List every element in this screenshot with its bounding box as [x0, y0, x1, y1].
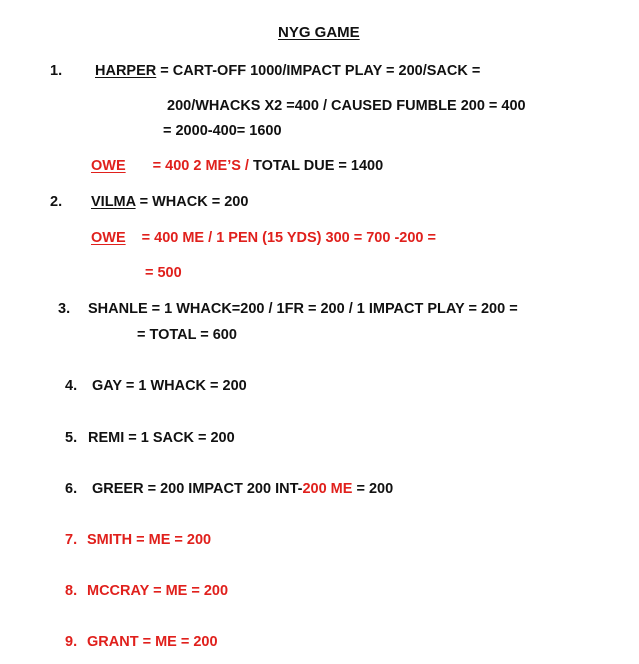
item-2-line-1-rest: = WHACK = 200	[135, 194, 249, 210]
item-8-text: MCCRAY = ME = 200	[87, 583, 229, 599]
item-2-owe-result: = 500	[145, 265, 182, 281]
item-9-number: 9.	[65, 634, 78, 650]
item-3-line-1: SHANLE = 1 WHACK=200 / 1FR = 200 / 1 IMPACT PLAY = 200 =	[88, 301, 518, 317]
item-9-text: GRANT = ME = 200	[87, 634, 218, 650]
item-6-me-amount: 200 ME	[302, 481, 353, 497]
item-6-text-end: = 200	[352, 481, 394, 497]
item-4-text: GAY = 1 WHACK = 200	[92, 378, 247, 394]
item-1-line-1	[95, 62, 480, 80]
item-1-number: 1.	[50, 63, 63, 79]
item-5-text: REMI = 1 SACK = 200	[88, 430, 235, 446]
item-1-total-due: TOTAL DUE = 1400	[248, 158, 384, 174]
item-5-number: 5.	[65, 430, 78, 446]
item-2-owe-label: OWE	[91, 230, 126, 246]
item-6-text: GREER = 200 IMPACT 200 INT-	[92, 481, 303, 497]
item-2-number: 2.	[50, 194, 63, 210]
page-title: NYG GAME	[278, 24, 360, 41]
item-4-number: 4.	[65, 378, 78, 394]
item-3-line-2: = TOTAL = 600	[137, 327, 237, 343]
item-1-line-3: = 2000-400= 1600	[163, 123, 282, 139]
item-2-owe-text: = 400 ME / 1 PEN (15 YDS) 300 = 700 -200 =	[141, 230, 436, 246]
item-8-number: 8.	[65, 583, 78, 599]
item-7-text: SMITH = ME = 200	[87, 532, 212, 548]
item-3-number: 3.	[58, 301, 71, 317]
item-2-line-1	[91, 193, 248, 211]
item-1-owe-label: OWE	[91, 158, 126, 174]
item-6-line	[92, 480, 393, 498]
item-1-name: HARPER	[95, 63, 157, 79]
item-7-number: 7.	[65, 532, 78, 548]
item-6-number: 6.	[65, 481, 78, 497]
item-1-line-2: 200/WHACKS X2 =400 / CAUSED FUMBLE 200 = 400	[167, 98, 526, 114]
item-1-line-1-rest: = CART-OFF 1000/IMPACT PLAY = 200/SACK =	[156, 63, 481, 79]
item-1-owe-line	[91, 157, 383, 175]
item-2-name: VILMA	[91, 194, 136, 210]
item-1-owe-amount: = 400 2 ME’S /	[152, 158, 249, 174]
item-2-owe-line	[91, 229, 436, 247]
